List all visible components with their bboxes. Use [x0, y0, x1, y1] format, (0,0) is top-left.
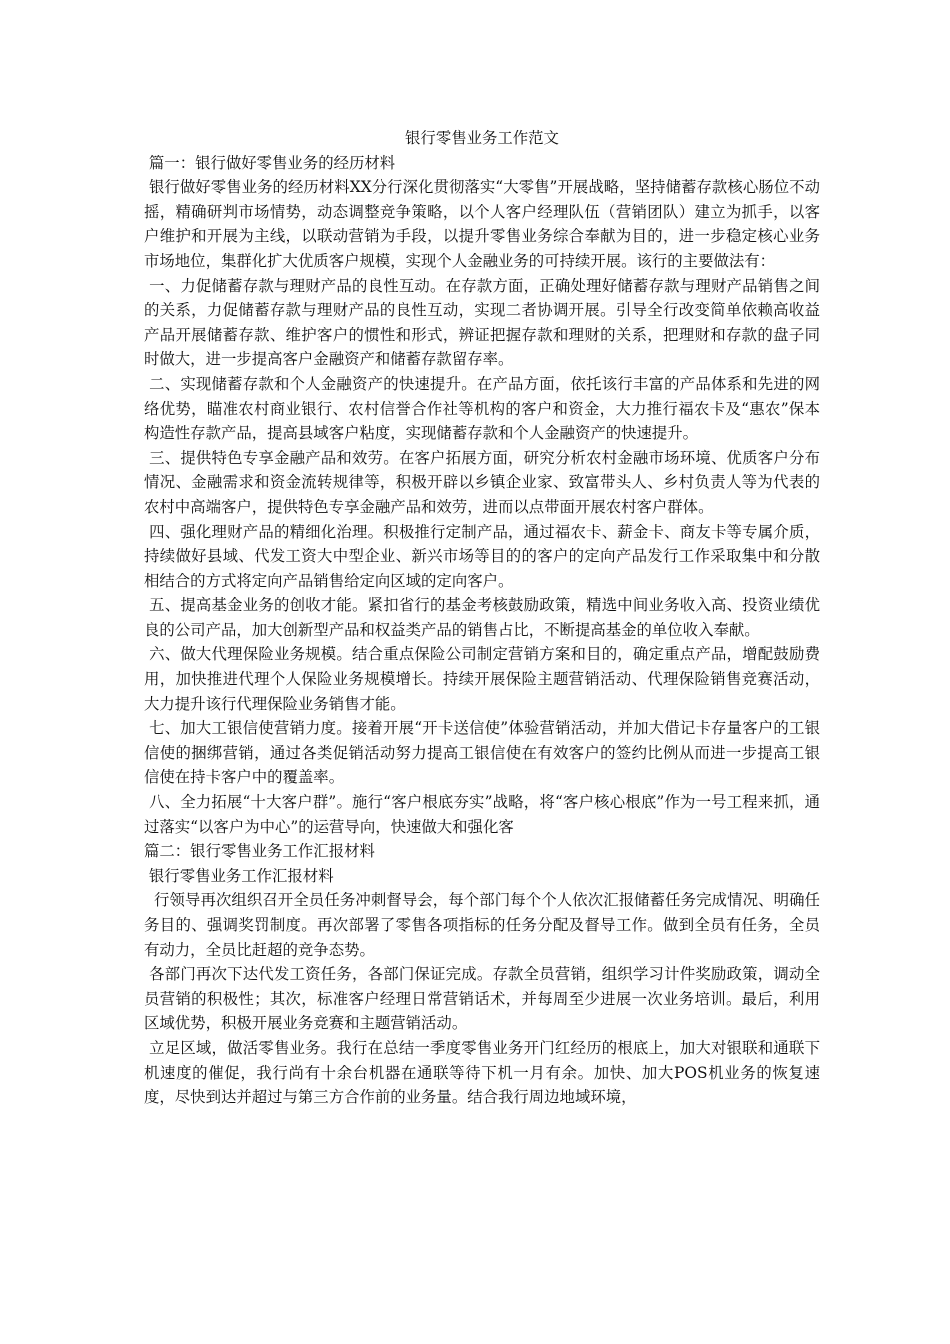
paragraph: 六、做大代理保险业务规模。结合重点保险公司制定营销方案和目的，确定重点产品，增配鼓励费用，加快推进代理个人保险业务规模增长。持续开展保险主题营销活动、代理保险销售竞赛活动，大力提升该行代理保险业务销售才能。: [144, 645, 820, 713]
paragraph: 银行零售业务工作汇报材料: [144, 866, 334, 885]
document-body: [144, 126, 820, 1110]
paragraph: 立足区域，做活零售业务。我行在总结一季度零售业务开门红经历的根底上，加大对银联和通联下机速度的催促，我行尚有十余台机器在通联等待下机一月有余。加快、加大POS机业务的恢复速度，尽快到达并超过与第三方合作前的业务量。结合我行周边地域环境，: [144, 1038, 820, 1107]
section-heading: 篇一：银行做好零售业务的经历材料: [144, 153, 396, 172]
section-heading: 篇二：银行零售业务工作汇报材料: [144, 842, 375, 861]
paragraph: 各部门再次下达代发工资任务，各部门保证完成。存款全员营销，组织学习计件奖励政策，调动全员营销的积极性；其次，标准客户经理日常营销话术，并每周至少进展一次业务培训。最后，利用区域优势，积极开展业务竞赛和主题营销活动。: [144, 965, 820, 1033]
document-title: 银行零售业务工作范文: [405, 129, 559, 147]
paragraph: 五、提高基金业务的创收才能。紧扣省行的基金考核鼓励政策，精选中间业务收入高、投资业绩优良的公司产品，加大创新型产品和权益类产品的销售占比，不断提高基金的单位收入奉献。: [144, 596, 820, 639]
paragraph: 二、实现储蓄存款和个人金融资产的快速提升。在产品方面，依托该行丰富的产品体系和先进的网络优势，瞄准农村商业银行、农村信誉合作社等机构的客户和资金，大力推行福农卡及“惠农”保本构造性存款产品，提高县域客户粘度，实现储蓄存款和个人金融资产的快速提升。: [144, 374, 820, 443]
paragraph: 八、全力拓展“十大客户群”。施行“客户根底夯实”战略，将“客户核心根底”作为一号工程来抓，通过落实“以客户为中心”的运营导向，快速做大和强化客: [144, 793, 820, 836]
paragraph: 三、提供特色专享金融产品和效劳。在客户拓展方面，研究分析农村金融市场环境、优质客户分布情况、金融需求和资金流转规律等，积极开辟以乡镇企业家、致富带头人、乡村负责人等为代表的农村中高端客户，提供特色专享金融产品和效劳，进而以点带面开展农村客户群体。: [144, 448, 820, 516]
paragraph: 银行做好零售业务的经历材料XX分行深化贯彻落实“大零售”开展战略，坚持储蓄存款核心肠位不动摇，精确研判市场情势，动态调整竞争策略，以个人客户经理队伍（营销团队）建立为抓手，以客户维护和开展为主线，以联动营销为手段，以提升零售业务综合奉献为目的，进一步稳定核心业务市场地位，集群化扩大优质客户规模，实现个人金融业务的可持续开展。该行的主要做法有：: [144, 178, 820, 270]
paragraph: 行领导再次组织召开全员任务冲刺督导会，每个部门每个个人依次汇报储蓄任务完成情况、明确任务目的、强调奖罚制度。再次部署了零售各项指标的任务分配及督导工作。做到全员有任务，全员有动力，全员比赶超的竞争态势。: [144, 891, 820, 959]
paragraph: 七、加大工银信使营销力度。接着开展“开卡送信使”体验营销活动，并加大借记卡存量客户的工银信使的捆绑营销，通过各类促销活动努力提高工银信使在有效客户的签约比例从而进一步提高工银信使在持卡客户中的覆盖率。: [144, 719, 820, 787]
paragraph: 四、强化理财产品的精细化治理。积极推行定制产品，通过福农卡、薪金卡、商友卡等专属介质，持续做好县域、代发工资大中型企业、新兴市场等目的的客户的定向产品发行工作采取集中和分散相结合的方式将定向产品销售给定向区域的定向客户。: [144, 522, 820, 590]
paragraph: 一、力促储蓄存款与理财产品的良性互动。在存款方面，正确处理好储蓄存款与理财产品销售之间的关系，力促储蓄存款与理财产品的良性互动，实现二者协调开展。引导全行改变简单依赖高收益产品开展储蓄存款、维护客户的惯性和形式，辨证把握存款和理财的关系，把理财和存款的盘子同时做大，进一步提高客户金融资产和储蓄存款留存率。: [144, 276, 820, 369]
